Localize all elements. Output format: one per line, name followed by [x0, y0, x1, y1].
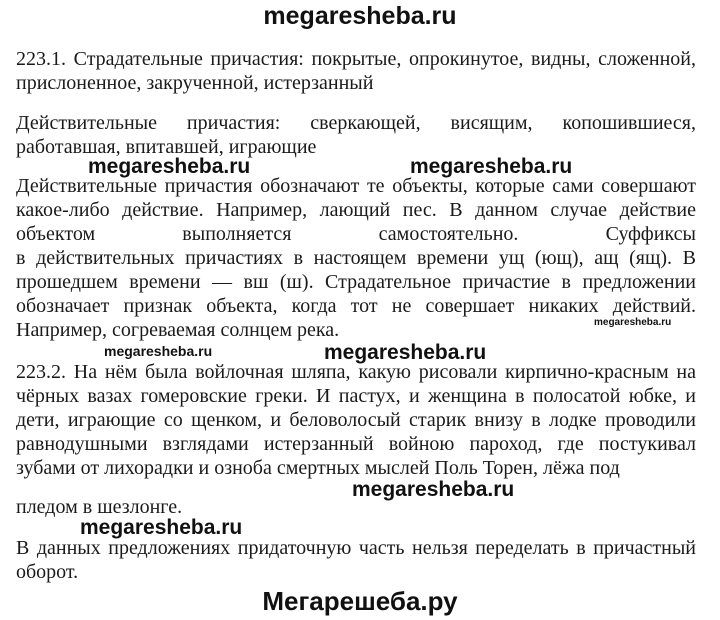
- text-line-7: объектом выполняется самостоятельно. Суффиксы: [16, 223, 696, 245]
- text-line-1: 223.1. Страдательные причастия: покрытые, опрокинутое, видны, сложенной,: [16, 48, 696, 70]
- text-line-19: оборот.: [16, 561, 79, 583]
- text-line-5: Действительные причастия обозначают те объекты, которые сами совершают: [16, 175, 696, 197]
- text-line-12: 223.2. На нём была войлочная шляпа, какую рисовали кирпично-красным на: [16, 361, 696, 383]
- text-line-18: В данных предложениях придаточную часть нельзя переделать в причастный: [16, 537, 696, 559]
- watermark-overlay-5: megaresheba.ru: [324, 341, 487, 364]
- watermark-overlay-3: megaresheba.ru: [594, 317, 672, 328]
- text-line-2: прислоненное, закрученной, истерзанный: [16, 72, 374, 94]
- watermark-overlay-1: megaresheba.ru: [88, 155, 251, 178]
- text-line-16: зубами от лихорадки и озноба смертных мыслей Поль Торен, лёжа под: [16, 457, 620, 479]
- watermark-header: megaresheba.ru: [263, 2, 457, 30]
- text-line-10: обозначает признак объекта, когда тот не совершает никаких действий.: [16, 295, 696, 317]
- watermark-overlay-6: megaresheba.ru: [352, 478, 515, 501]
- text-line-15: равнодушными взглядами истерзанный войною пароход, где постукивал: [16, 433, 696, 455]
- watermark-overlay-4: megaresheba.ru: [104, 343, 213, 359]
- watermark-overlay-2: megaresheba.ru: [410, 155, 573, 178]
- text-line-17: пледом в шезлонге.: [16, 496, 183, 518]
- text-line-8: в действительных причастиях в настоящем времени ущ (ющ), ащ (ящ). В: [16, 247, 696, 269]
- watermark-overlay-7: megaresheba.ru: [80, 516, 243, 539]
- text-line-3: Действительные причастия: сверкающей, висящим, копошившиеся,: [16, 112, 696, 134]
- text-line-9: прошедшем времени — вш (ш). Страдательное причастие в предложении: [16, 271, 696, 293]
- watermark-footer: Мегарешеба.ру: [262, 586, 458, 616]
- text-line-13: чёрных вазах гомеровские греки. И пастух, и женщина в полосатой юбке, и: [16, 385, 696, 407]
- text-line-11: Например, согреваемая солнцем река.: [16, 319, 340, 341]
- text-line-14: дети, играющие со щенком, и беловолосый старик внизу в лодке проводили: [16, 409, 696, 431]
- text-line-6: какое-либо действие. Например, лающий пес. В данном случае действие: [16, 199, 696, 221]
- text-line-4: работавшая, впитавшей, играющие: [16, 136, 317, 158]
